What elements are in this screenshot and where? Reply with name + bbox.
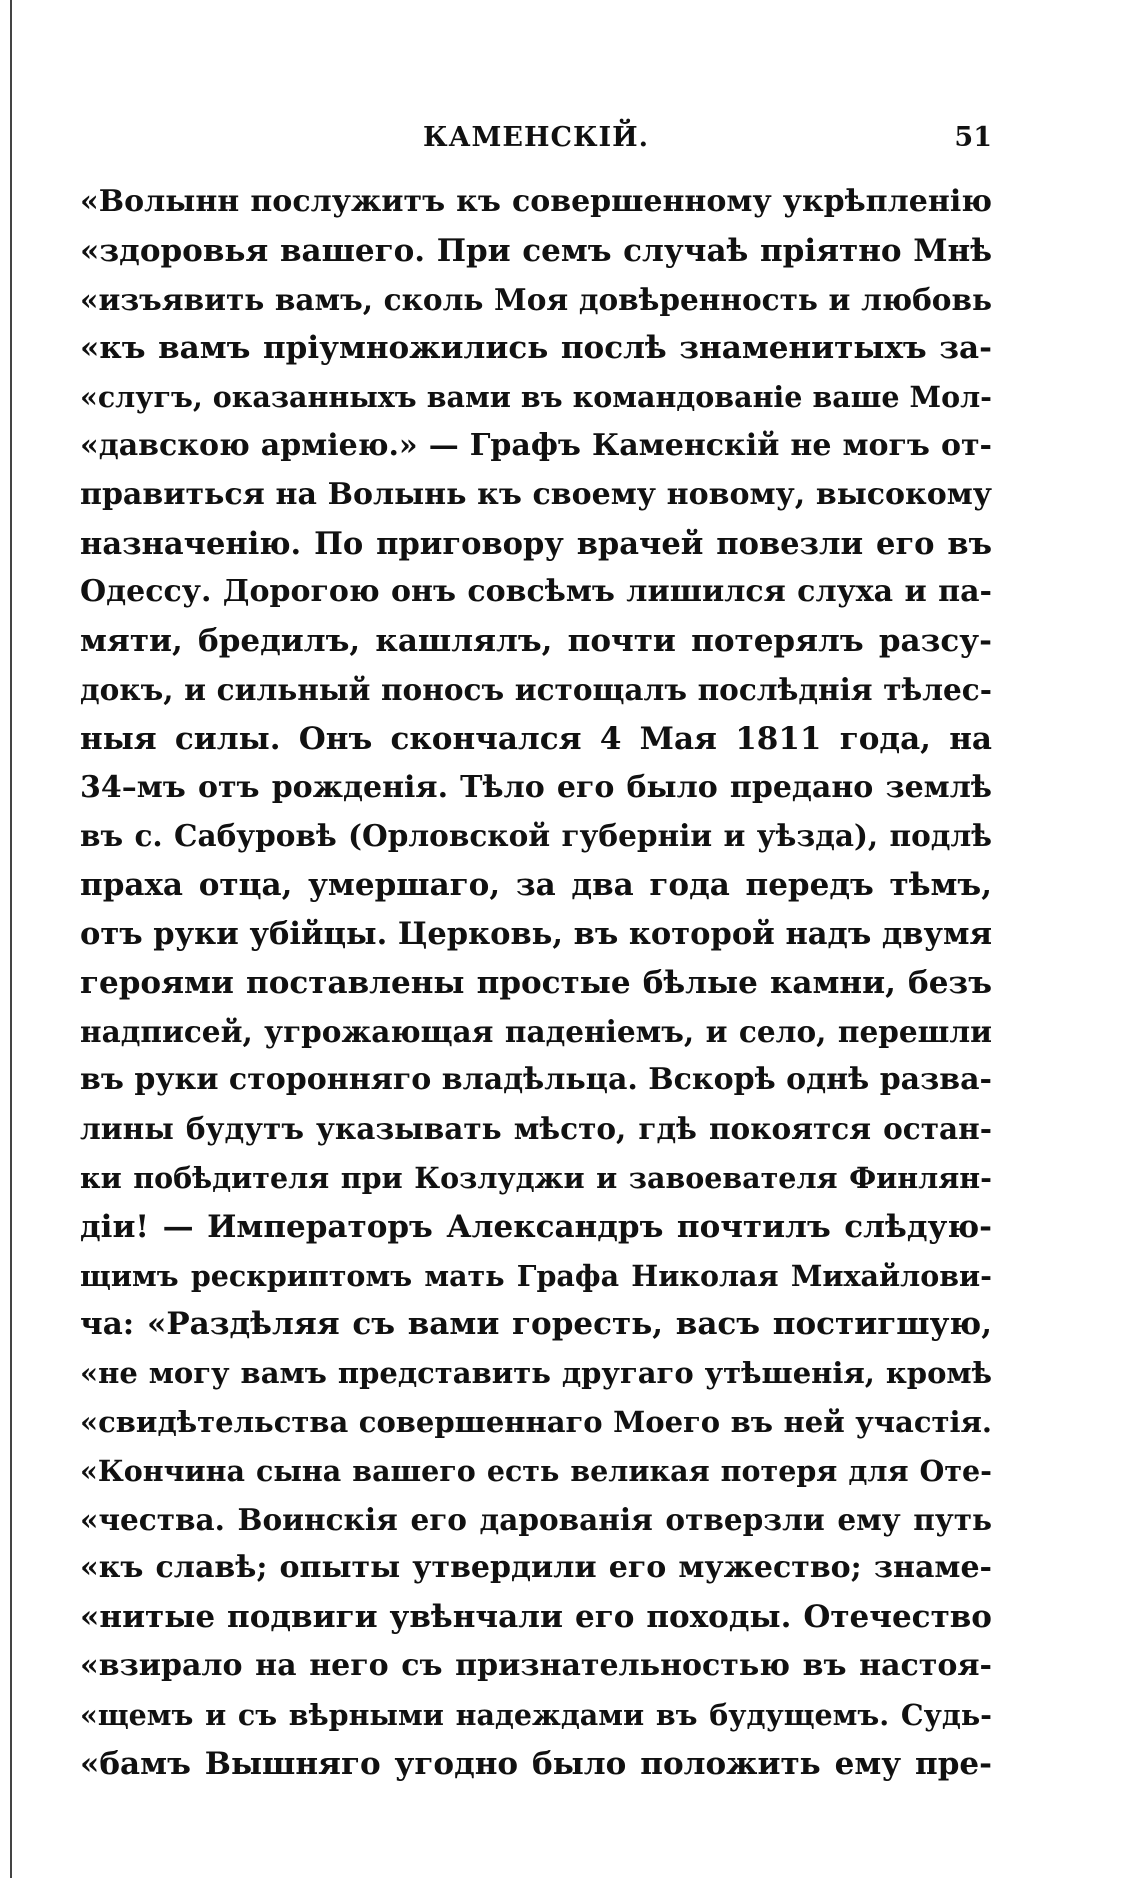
text-line: «къ вамъ пріумножились послѣ знаменитыхъ за-	[80, 330, 992, 367]
text-line: праха отца, умершаго, за два года передъ тѣмъ,	[80, 867, 992, 904]
text-line: «взирало на него съ признательностью въ настоя-	[80, 1647, 992, 1683]
page-header	[80, 122, 992, 162]
text-line: въ с. Сабуровѣ (Орловской губерніи и уѣзда), подлѣ	[80, 818, 992, 854]
page-edge-line	[10, 0, 12, 1878]
text-line: «свидѣтельства совершеннаго Моего въ ней участія.	[80, 1404, 992, 1439]
text-line: «Волынн послужитъ къ совершенному укрѣпленію	[80, 184, 992, 219]
text-line: «чества. Воинскія его дарованія отверзли ему путь	[80, 1501, 992, 1537]
text-line: діи! — Императоръ Александръ почтилъ слѣдую-	[80, 1208, 992, 1245]
text-line: отъ руки убійцы. Церковь, въ которой надъ двумя	[80, 915, 992, 952]
text-line: «здоровья вашего. При семъ случаѣ пріятно Мнѣ	[80, 232, 992, 269]
text-line: «нитые подвиги увѣнчали его походы. Отечество	[80, 1599, 992, 1636]
text-line: «слугъ, оказанныхъ вами въ командованіе ваше Мол-	[80, 380, 992, 415]
text-line: ки побѣдителя при Козлуджи и завоевателя Финлян-	[80, 1160, 992, 1195]
running-title: КАМЕНСКІЙ.	[422, 122, 650, 153]
text-line: «щемъ и съ вѣрными надеждами въ будущемъ. Судь-	[80, 1697, 992, 1732]
text-line: надписей, угрожающая паденіемъ, и село, перешли	[80, 1013, 992, 1049]
text-line: «изъявить вамъ, сколь Моя довѣренность и любовь	[80, 281, 992, 317]
text-line: героями поставлены простые бѣлые камни, безъ	[80, 964, 992, 1001]
text-line: «не могу вамъ представить другаго утѣшенія, кромѣ	[80, 1356, 992, 1391]
text-line: Одессу. Дорогою онъ совсѣмъ лишился слуха и па-	[80, 574, 992, 610]
text-line: ныя силы. Онъ скончался 4 Мая 1811 года, на	[80, 720, 992, 757]
text-line: мяти, бредилъ, кашлялъ, почти потерялъ разсу-	[80, 623, 992, 660]
text-line: щимъ рескриптомъ мать Графа Николая Михайлови-	[80, 1258, 992, 1293]
text-line: ча: «Раздѣляя съ вами горесть, васъ постигшую,	[80, 1306, 992, 1343]
text-line: 34–мъ отъ рожденія. Тѣло его было предано землѣ	[80, 769, 992, 805]
text-line: докъ, и сильный поносъ истощалъ послѣднія тѣлес-	[80, 671, 992, 707]
text-line: въ руки сторонняго владѣльца. Вскорѣ однѣ разва-	[80, 1062, 992, 1098]
text-line: «давскою арміею.» — Графъ Каменскій не могъ от-	[80, 427, 992, 463]
text-line: «бамъ Вышняго угодно было положить ему пре-	[80, 1745, 992, 1782]
text-line: «къ славѣ; опыты утвердили его мужество; знаме-	[80, 1550, 992, 1586]
body-text	[80, 178, 992, 1788]
text-line: лины будутъ указывать мѣсто, гдѣ покоятся остан-	[80, 1111, 992, 1147]
text-line: назначенію. По приговору врачей повезли его въ	[80, 525, 992, 562]
page-number: 51	[954, 122, 992, 153]
text-line: правиться на Волынь къ своему новому, высокому	[80, 476, 992, 512]
text-line: «Кончина сына вашего есть великая потеря для Оте-	[80, 1453, 992, 1488]
